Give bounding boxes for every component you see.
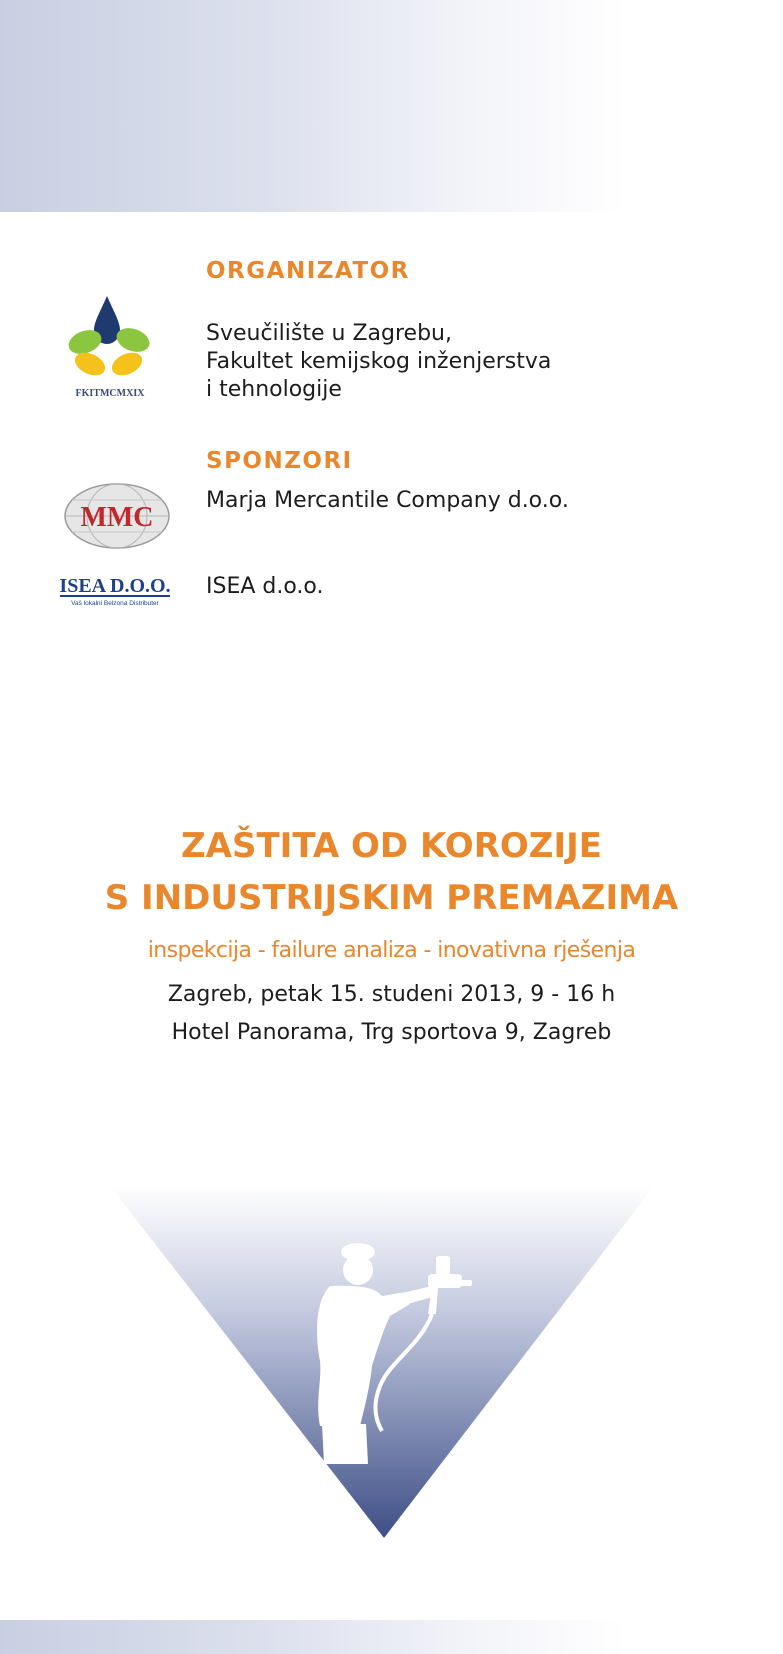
event-title-line-2: S INDUSTRIJSKIM PREMAZIMA [104, 878, 679, 918]
sponsor-1-name: Marja Mercantile Company d.o.o. [206, 488, 569, 513]
event-title-line-1: ZAŠTITA OD KOROZIJE [181, 826, 602, 866]
fkit-logo-caption: FKITMCMXIX [75, 388, 145, 399]
event-subtitle: inspekcija - failure analiza - inovativna rješenja [147, 938, 636, 963]
isea-logo [56, 572, 174, 608]
sponsor-2-name: ISEA d.o.o. [206, 574, 324, 599]
organizer-name [206, 320, 551, 404]
organizer-line-1: Sveučilište u Zagrebu, [206, 321, 452, 346]
bottom-decorative-band [0, 1620, 783, 1654]
organizer-line-2: Fakultet kemijskog inženjerstva [206, 349, 552, 374]
hero-triangle [110, 1186, 654, 1540]
event-date: Zagreb, petak 15. studeni 2013, 9 - 16 h [167, 982, 616, 1007]
mmc-logo [62, 480, 172, 552]
top-decorative-band [0, 0, 783, 212]
mmc-logo-text: MMC [80, 502, 154, 533]
sponsors-heading: SPONZORI [206, 448, 353, 474]
fkit-logo [60, 290, 172, 402]
isea-logo-text: ISEA D.O.O. [59, 575, 171, 597]
organizer-heading: ORGANIZATOR [206, 258, 410, 284]
isea-logo-subtext: Vaš lokalni Belzona Distributer [71, 600, 159, 607]
organizer-line-3: i tehnologije [206, 377, 342, 402]
event-venue: Hotel Panorama, Trg sportova 9, Zagreb [171, 1020, 612, 1045]
